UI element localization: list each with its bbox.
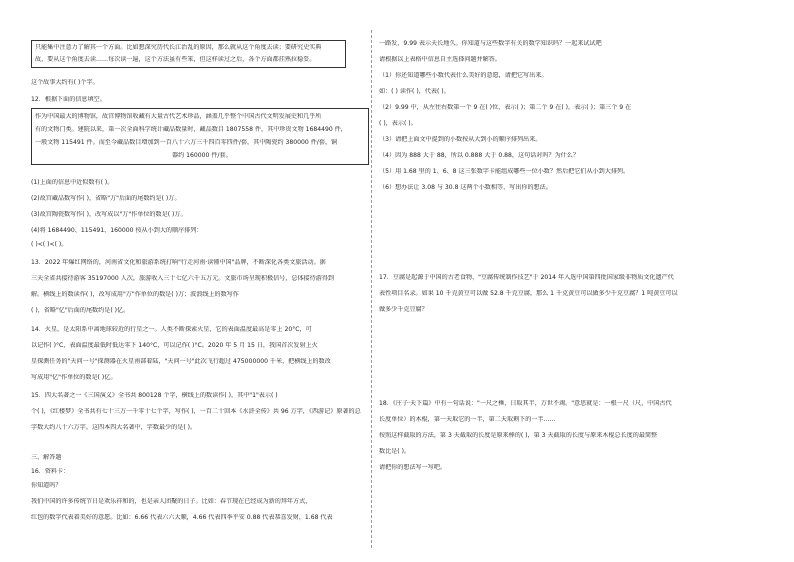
question-12-title: 12．根据下面的信息填空。 [31, 96, 106, 103]
question-16-instruction: 请根据以上表格中信息自主选择问题并解答。 [379, 56, 501, 63]
info-line: 器约 160000 件/套。 [172, 152, 232, 159]
question-16-sub: （4）因为 888 大于 88，所以 0.888 大于 0.88，这句话对吗？为什么？ [379, 152, 579, 159]
question-16-sub: ( )，表示( )。 [379, 120, 417, 127]
question-13-line: ( )，省略"亿"后面的尾数约是( )亿。 [31, 307, 130, 314]
question-16-sub: （5）用 1.68 里的 1、6、8 这三张数字卡能组成哪些一位小数？然后把它们从小到大排列。 [379, 168, 630, 175]
question-14-line: 以记作( )°C，表面温度最低时低达零下 140°C，可以记作( )°C。2020 年 5 月 15 日，我国首次发射上火 [31, 342, 318, 349]
question-item: (4)将 1684490、115491、160000 按从小到大的顺序排列： [31, 227, 203, 234]
question-item: (3)故宫陶瓷数写作( )，改写成以"万"作单位的数是( )万。 [31, 211, 187, 218]
question-16-sub: （3）请把上面文中提到的小数按从大到小的顺序排列出来。 [379, 136, 542, 143]
question-16-continued: 一路发，9.99 表示天长地久。你知道与这些数字有关的数学知识吗？一起来试试吧 [379, 40, 602, 47]
question-13-line: 解。横线上的数读作( )，改写成用"万"作单位的数是( )万；波浪线上的数写作 [31, 291, 239, 298]
question-14-line: 14．火星，是太阳系中离地球较近的行星之一。人类不断探索火星，它的表面温度最高是零上 20°C，可 [31, 326, 312, 333]
reading-passage-box [31, 40, 346, 68]
question-18-line: 数比是( )。 [379, 448, 411, 455]
question-16-title: 16．资料卡： [31, 468, 70, 475]
question-16-sub: （6）想办法让 3.08 与 30.8 这两个小数相等，写出你的想法。 [379, 184, 552, 191]
question-text: 这个故事大约有( )个字。 [31, 79, 99, 86]
question-16-line: 你知道吗？ [31, 482, 62, 489]
info-line: 作为中国最大的博物馆，故宫博物馆收藏有大量古代艺术珍品，涵盖几乎整个中国古代文明发展史和几乎所 [35, 113, 322, 120]
question-18-line: 请把你的想法写一写吧。 [379, 464, 447, 471]
question-17-line: 17．豆腐是起源于中国的古老食物，"豆腐传统制作技艺"于 2014 年入选中国第四批国家级非物质文化遗产代 [379, 274, 674, 281]
palace-museum-info-box [31, 108, 369, 165]
question-18-line: 按照这样截取的方法，第 3 天截取的长度是原来棒的( )，第 3 天截取的长度与原来木棍总长度的最简整 [379, 432, 658, 439]
question-13-line: 13．2022 年爆红网络的，河南省文化和旅游系统打响"行走河南·读懂中国"品牌，不断深化各类文旅活动。据 [31, 259, 326, 266]
question-item: (1)上面的信息中近似数有( )。 [31, 179, 114, 186]
question-16-line: 我们中国的许多传统节日是欢乐祥和的，也是亲人团聚的日子。比如：春节现在已经成为新的拜年方式， [31, 498, 312, 505]
question-16-sub: （1）你还知道哪些小数代表什么美好的意愿，请把它写出来。 [379, 72, 548, 79]
question-18-line: 18．《庄子·天下篇》中有一句话说："一尺之棰，日取其半，万世不竭。"意思就是：一根一尺（尺，中国古代 [379, 400, 672, 407]
question-item: ( )<( )<( )。 [31, 241, 68, 248]
question-14-line: 写成用"亿"作单位的数是( )亿。 [31, 374, 117, 381]
info-line: 有的文物门类。建院以来，第一次全面科学统计藏品数量时，藏品数目 1807558 件，其中珍贵文物 1684490 件， [35, 126, 347, 133]
question-16-sub: 如：( ) 读作( )，代表( )。 [379, 88, 450, 95]
question-14-line: 星探测任务的"天问一号"探测器在火星南部着陆，"天问一号"此次飞行超过 475000000 千米，把横线上的数改 [31, 358, 331, 365]
question-17-line: 表性项目名录。如果 10 千克黄豆可以做 52.8 千克豆腐，那么 1 千克黄豆可以做多少千克豆腐？1 吨黄豆可以 [379, 290, 678, 297]
passage-line: 故，要从这个角度去读……每次读一遍，这个方法虽有些笨，但这样读过之后，各个方面都挂熟拉稳妥。 [35, 56, 316, 63]
question-15-line: 字数大约八十六万字。这四本四大名著中，字数最少的是( )。 [31, 424, 197, 431]
question-item: (2)故宫藏品数写作( )，省略"万"后面的尾数约是( )万。 [31, 195, 181, 202]
question-15-line: 15．四大名著之一《三国演义》全书共 800128 个字，横线上的数读作( )，其中"1"表示( ) [31, 392, 278, 399]
passage-line: 只能集中注意力了解其一个方面。比如想深究历代长江治乱的原因，那么就从这个角度去读；要研究史实典 [35, 44, 322, 51]
question-15-line: 个( )，《红楼梦》全书共有七十三万一千零十七个字，写作( )，一百二十回本《水浒全传》共 96 万字，《西游记》原著的总 [31, 408, 361, 415]
question-17-line: 做多少千克豆腐？ [379, 306, 428, 313]
question-16-sub: （2）9.99 中，从左往右数第一个 9 在( )位，表示( )；第二个 9 在( )，表示( )；第三个 9 在 [379, 104, 632, 111]
section-heading: 三、解答题 [31, 454, 62, 461]
column-divider [371, 30, 372, 548]
info-line: 一般文物 115491 件。而至今藏品数目增加到一百八十六万三千四百零四件/套，其中陶瓷约 380000 件/套，铜 [35, 139, 338, 146]
question-18-line: 长度单位）的木棍，第一天取它的一半，第二天取剩下的一半…… [379, 416, 556, 423]
question-13-line: 三天全省共接待游客 35197000 人次，旅游收入三十七亿六千五万元。文旅市场呈现积极信号，总体接待游得到 [31, 275, 335, 282]
question-16-line: 红包的数字代表着美好的意愿。比如：6.66 代表六六大顺，4.66 代表四季平安 0.88 代表恭喜发财，1.68 代表 [31, 514, 333, 521]
